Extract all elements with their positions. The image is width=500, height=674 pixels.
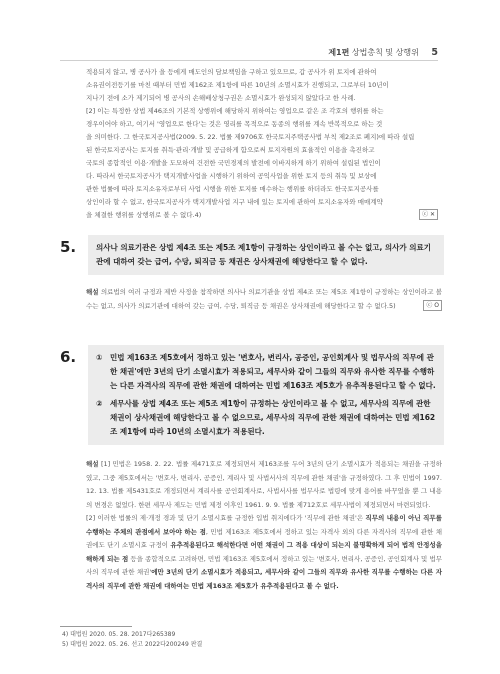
explanation-body: , 민법 제163조 제5호에서 정하고 있는 자격사 외의 다른 자격사의 직무에 관한 채권에도 단기 소멸시효 규정이 <box>86 527 442 549</box>
item-marker: ① <box>96 353 103 362</box>
explanation-paragraph <box>86 512 442 593</box>
continued-explanation <box>86 66 438 222</box>
explanation-paragraph <box>86 458 442 512</box>
answer-badge: ⓒ O <box>423 300 442 311</box>
chapter-title: 상법총칙 및 상행위 <box>351 48 419 57</box>
chapter-label: 제1편 <box>328 48 350 57</box>
footnote: 5) 대법원 2022. 05. 26. 선고 2022다200249 판결 <box>62 641 203 648</box>
running-title <box>328 47 438 58</box>
text-line: 경우이어야 하고, 여기서 '영업으로 한다'는 것은 영리를 목적으로 동종의 행위를 계속 반복적으로 하는 것 <box>86 120 383 128</box>
explanation-tag: 해설 <box>86 288 99 296</box>
text-line: 적용되지 않고, 병 공사가 을 등에게 매도인의 담보책임을 구하고 있으므로, 갑 공사가 위 토지에 관하여 <box>86 68 377 76</box>
explanation-body: [1] 민법은 1958. 2. 22. 법률 제471호로 제정되면서 제163조를 두어 3년의 단기 소멸시효가 적용되는 채권을 규정하였고, 그중 제5호에서는 '변호사, 변리사, 공증인, 계리사 및 사법서사의 직무에 관한 채권'을 규정하였다. 그 후 민법이 1997. 12. 13. 법률 제5431호로 개정되면서 계리사를 공인회계사로, 사법서사를 법무사로 법령에 맞게 용어를 바꾸었을 뿐 그 내용의 변경은 없었다. 한편 세무사 제도는 민법 제정 이후인 1961. 9. 9. 법률 제712호로 세무사법이 제정되면서 마련되었다. <box>86 460 442 509</box>
explanation-tag: 해설 <box>86 460 99 468</box>
text-line: 상인이라 할 수 없고, 한국토지공사가 택지개발사업 지구 내에 있는 토지에 관하여 토지소유자와 매매계약 <box>86 198 383 206</box>
text-line: 다. 따라서 한국토지공사가 택지개발사업을 시행하기 위하여 공익사업을 위한 토지 등의 취득 및 보상에 <box>86 172 377 180</box>
text-line-end: 을 체결한 행위를 상행위로 볼 수 없다.4) <box>86 211 202 219</box>
statement-item <box>96 397 436 439</box>
text-line: 관한 법률에 따라 토지소유자로부터 사업 시행을 위한 토지를 매수하는 행위를 하더라도 한국토지공사를 <box>86 185 379 193</box>
footnotes <box>62 630 202 650</box>
explanation-text <box>86 286 442 313</box>
footnote: 4) 대법원 2020. 05. 28. 2017다265389 <box>62 631 176 638</box>
emphasis-text: 유추적용된다고 해석한다면 어떤 채권이 그 적용 대상이 되는지 불명확하게 되어 법적 안정성을 해하게 되는 점 <box>86 541 442 563</box>
item-text: 세무사를 상법 제4조 또는 제5조 제1항이 규정하는 상인이라고 볼 수 없고, 세무사의 직무에 관한 채권이 상사채권에 해당한다고 볼 수 없으므로, 세무사의 직무에 관한 채권에 대하여는 민법 제162조 제1항에 따라 10년의 소멸시효가 적용된다. <box>110 399 436 436</box>
question-number: 5. <box>60 238 77 256</box>
explanation-body: 의료법의 여러 규정과 제반 사정을 참작하면 의사나 의료기관을 상법 제4조 또는 제5조 제1항이 규정하는 상인이라고 볼 수는 없고, 의사가 의료기관에 대하여 갖는 급여, 수당, 퇴직금 등 채권은 상사채권에 해당한다고 할 수 없다.5) <box>86 288 442 310</box>
explanation-body: 등을 종합적으로 고려하면, 민법 제163조 제5호에서 정하고 있는 '변호사, 변리사, 공증인, 공인회계사 및 법무사의 직무에 관한 채권' <box>86 554 442 576</box>
text-line: 소유권이전등기를 마친 때부터 민법 제162조 제1항에 따른 10년의 소멸시효가 진행되고, 그로부터 10년이 <box>86 81 389 89</box>
emphasis-text: 에만 3년의 단기 소멸시효가 적용되고, 세무사와 같이 그들의 직무와 유사한 직무를 수행하는 다른 자격사의 직무에 관한 채권에 대하여는 민법 제163조 제5호가 유추적용된다고 볼 수 없다. <box>86 568 442 590</box>
answer-badge: ⓒ ✕ <box>419 209 438 220</box>
text-line: 된 한국토지공사는 토지를 취득·관리·개발 및 공급하게 함으로써 토지자원의 효율적인 이용을 촉진하고 <box>86 146 375 154</box>
text-line: 국토의 종합적인 이용·개발을 도모하여 건전한 국민경제의 발전에 이바지하게 하기 위하여 설립된 법인이 <box>86 159 381 167</box>
text-line <box>86 209 438 222</box>
item-text: 민법 제163조 제5호에서 정하고 있는 '변호사, 변리사, 공증인, 공인회계사 및 법무사의 직무에 관한 채권'에만 3년의 단기 소멸시효가 적용되고, 세무사와 같이 그들의 직무와 유사한 직무를 수행하는 다른 자격사의 직무에 관한 채권에 대하여는 민법 제163조 제5호가 유추적용된다고 할 수 없다. <box>110 353 436 390</box>
question-number: 6. <box>60 348 77 366</box>
explanation-body: [2] 이러한 법률의 제·개정 경과 및 단기 소멸시효를 규정한 입법 취지에다가 '직무에 관한 채권'은 <box>86 514 366 522</box>
item-marker: ② <box>96 399 103 408</box>
footnote-divider <box>60 626 132 627</box>
emphasis-text: 직무의 내용이 아닌 직무를 수행하는 주체의 관점에서 보아야 하는 점 <box>86 514 442 536</box>
question-statement: 의사나 의료기관은 상법 제4조 또는 제5조 제1항이 규정하는 상인이라고 볼 수는 없고, 의사가 의료기관에 대하여 갖는 급여, 수당, 퇴직금 등 채권은 상사채권에 해당한다고 할 수 없다. <box>88 235 444 275</box>
question-5-explanation <box>86 286 442 313</box>
text-line: 지나기 전에 소가 제기되어 병 공사의 손해배상청구권은 소멸시효가 완성되지 않았다고 한 사례. <box>86 94 356 102</box>
question-statements <box>88 345 444 445</box>
page-number: 5 <box>431 47 438 58</box>
text-line: 을 의미한다. 그 한국토지공사법(2009. 5. 22. 법률 제9706호 한국토지주택공사법 부칙 제2조로 폐지)에 따라 설립 <box>86 133 415 141</box>
page-header <box>60 44 438 61</box>
statement-item <box>96 351 436 393</box>
question-6-explanation <box>86 458 442 593</box>
text-line: [2] 이는 특정한 상법 제46조의 기본적 상행위에 해당하지 위하여는 영업으로 같은 조 각호의 행위를 하는 <box>86 107 384 115</box>
